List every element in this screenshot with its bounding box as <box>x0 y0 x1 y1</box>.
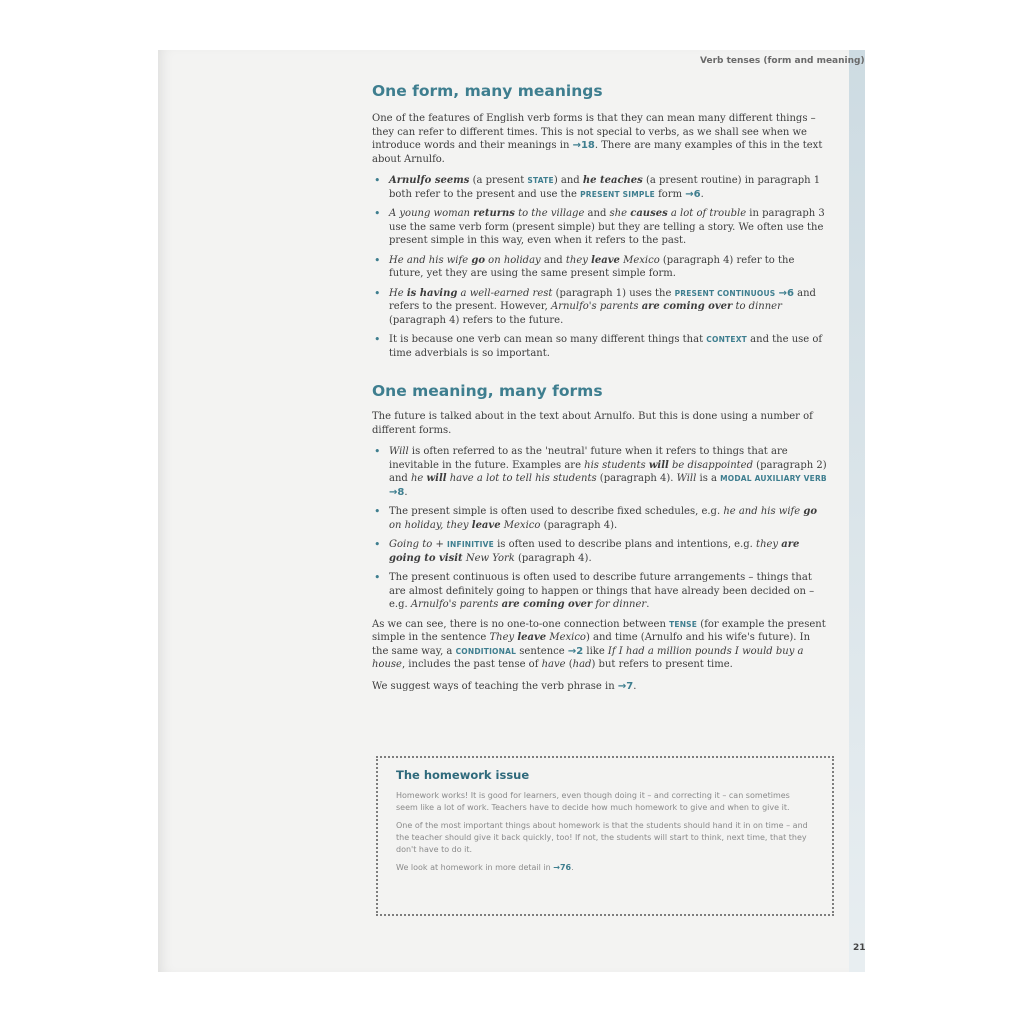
box-paragraph: One of the most important things about homework is that the students should hand it in on time – and the teacher should give it back quickly, too! If not, the students will start to think, next time, that they don't have to do it. <box>396 821 808 854</box>
list-item: • The present simple is often used to describe fixed schedules, e.g. he and his wife go on holiday, they leave Mexico (paragraph 4). <box>372 505 827 532</box>
page-edge-tab <box>849 50 865 972</box>
paragraph: We suggest ways of teaching the verb phrase in →7. <box>372 680 637 692</box>
section-one-form <box>372 82 827 360</box>
list-item: • Arnulfo seems (a present STATE) and he teaches (a present routine) in paragraph 1 both refer to the present and use the PRESENT SIMPLE form →6. <box>372 174 827 201</box>
running-head: Verb tenses (form and meaning) <box>700 56 865 66</box>
box-title: The homework issue <box>396 768 530 782</box>
list-item: • The present continuous is often used to describe future arrangements – things that are almost definitely going to happen or things that have already been decided on – e.g. Arnulfo's parents are coming over for dinner. <box>372 571 827 612</box>
page-content <box>372 82 827 701</box>
section-one-meaning <box>372 382 827 693</box>
paragraph: As we can see, there is no one-to-one connection between TENSE (for example the present simple in the sentence They leave Mexico) and time (Arnulfo and his wife's future). In the same way, a CONDITIONAL sentence →2 like If I had a million pounds I would buy a house, includes the past tense of have (had) but refers to present time. <box>372 618 826 670</box>
list-item: • Going to + INFINITIVE is often used to describe plans and intentions, e.g. they are going to visit New York (paragraph 4). <box>372 538 827 565</box>
list-item: • He is having a well-earned rest (paragraph 1) uses the PRESENT CONTINUOUS →6 and refers to the present. However, Arnulfo's parents are coming over to dinner (paragraph 4) refers to the future. <box>372 287 827 328</box>
list-item: • He and his wife go on holiday and they leave Mexico (paragraph 4) refer to the future, yet they are using the same present simple form. <box>372 254 827 281</box>
list-item: • It is because one verb can mean so many different things that CONTEXT and the use of time adverbials is so important. <box>372 333 827 360</box>
section-conclusion <box>372 618 827 694</box>
box-paragraph: Homework works! It is good for learners, even though doing it – and correcting it – can sometimes seem like a lot of work. Teachers have to decide how much homework to give and when to give it. <box>396 791 790 812</box>
cross-reference: →7 <box>617 680 634 692</box>
page-number: 21 <box>853 943 866 953</box>
section-title: One form, many meanings <box>372 82 603 100</box>
bullet-list <box>372 174 827 360</box>
list-item: • Will is often referred to as the 'neutral' future when it refers to things that are inevitable in the future. Examples are his students will be disappointed (paragraph 2) and he will have a lot to tell his students (paragraph 4). Will is a MODAL AUXILIARY VERB →8. <box>372 445 827 499</box>
section-title: One meaning, many forms <box>372 382 603 400</box>
homework-box <box>376 756 834 916</box>
list-item: • A young woman returns to the village and she causes a lot of trouble in paragraph 3 use the same verb form (present simple) but they are telling a story. We often use the present simple in this way, even when it refers to the past. <box>372 207 827 248</box>
bullet-list <box>372 445 827 612</box>
section-intro: The future is talked about in the text about Arnulfo. But this is done using a number of different forms. <box>372 411 813 436</box>
cross-reference: →76 <box>553 863 572 872</box>
box-paragraph: We look at homework in more detail in →76. <box>396 863 574 872</box>
cross-reference: →18 <box>572 140 595 151</box>
section-intro: One of the features of English verb forms is that they can mean many different things – they can refer to different times. This is not special to verbs, as we shall see when we introduce words and their meanings in →18. There are many examples of this in the text about Arnulfo. <box>372 113 823 165</box>
